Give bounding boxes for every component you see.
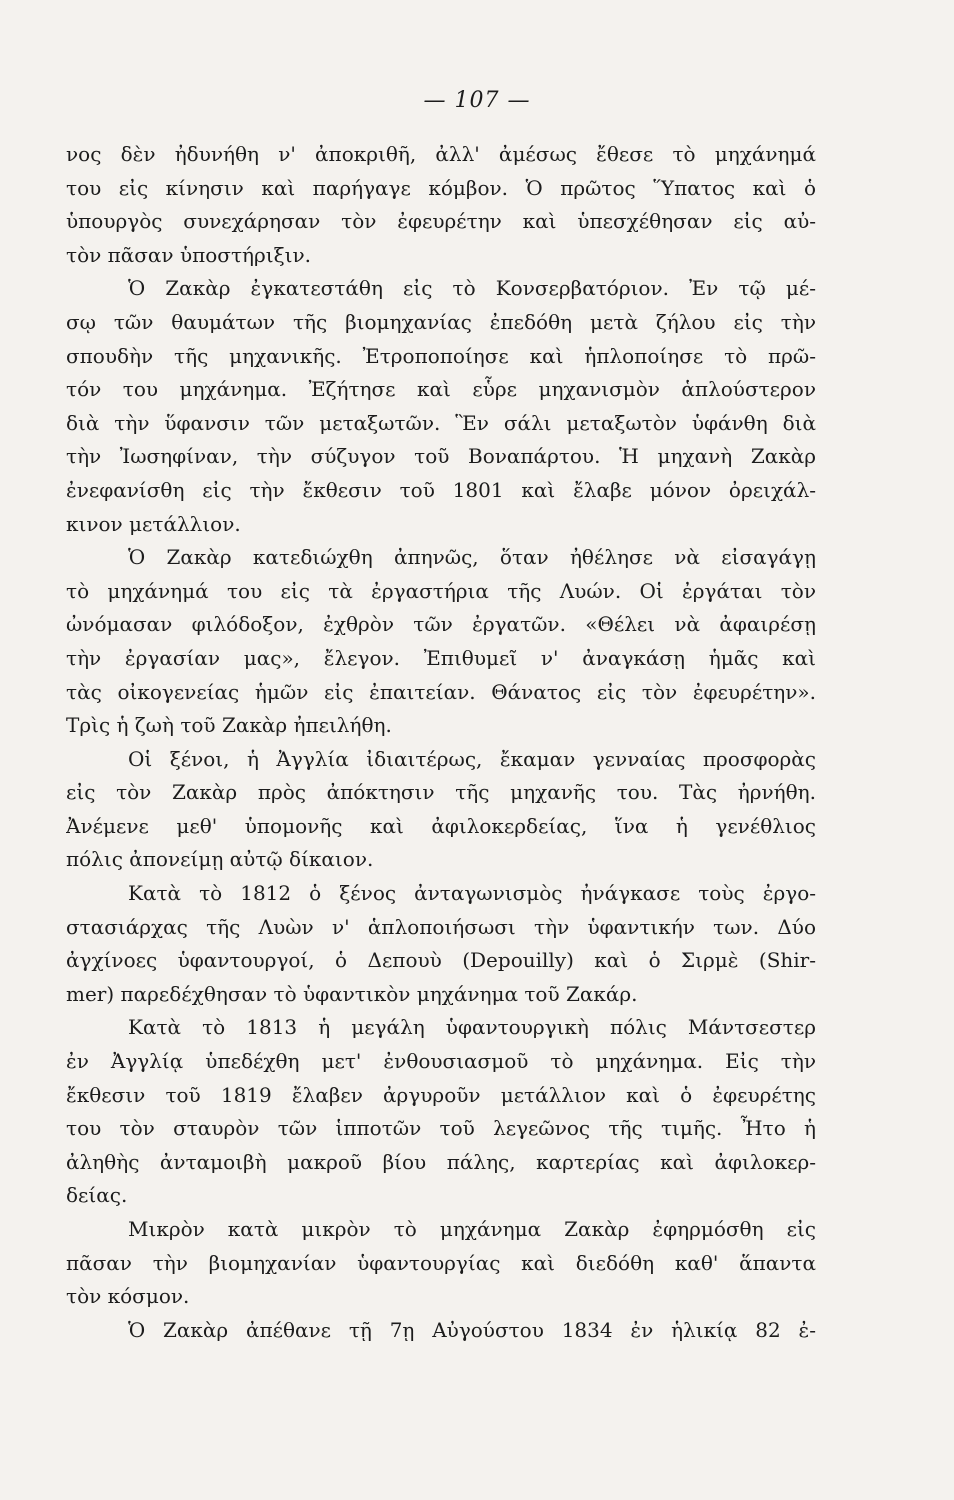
text-line: ἐν Ἀγγλίᾳ ὑπεδέχθη μετ' ἐνθουσιασμοῦ τὸ μηχάνημα. Εἰς τὴν (66, 1049, 816, 1074)
text-line: ἔκθεσιν τοῦ 1819 ἔλαβεν ἀργυροῦν μετάλλιον καὶ ὁ ἐφευρέτης (66, 1082, 816, 1107)
text-line: τὸ μηχάνημά του εἰς τὰ ἐργαστήρια τῆς Λυών. Οἱ ἐργάται τὸν (66, 578, 816, 603)
text-line: Ὁ Ζακὰρ κατεδιώχθη ἀπηνῶς, ὅταν ἠθέλησε νὰ εἰσαγάγῃ (128, 545, 816, 570)
text-line: πόλις ἀπονείμῃ αὐτῷ δίκαιον. (66, 847, 374, 872)
text-line: πᾶσαν τὴν βιομηχανίαν ὑφαντουργίας καὶ διεδόθη καθ' ἅπαντα (66, 1250, 816, 1275)
text-line: Ὁ Ζακὰρ ἀπέθανε τῇ 7ῃ Αὐγούστου 1834 ἐν ἡλικίᾳ 82 ἐ- (128, 1317, 816, 1342)
text-line: Κατὰ τὸ 1813 ἡ μεγάλη ὑφαντουργικὴ πόλις Μάντσεστερ (128, 1015, 816, 1040)
text-line: δείας. (66, 1183, 128, 1208)
text-line: Κατὰ τὸ 1812 ὁ ξένος ἀνταγωνισμὸς ἠνάγκασε τοὺς ἐργο- (128, 881, 816, 906)
text-line: τὰς οἰκογενείας ἡμῶν εἰς ἐπαιτείαν. Θάνατος εἰς τὸν ἐφευρέτην». (66, 679, 816, 704)
body-text (66, 138, 816, 1347)
text-line: τὴν Ἰωσηφίναν, τὴν σύζυγον τοῦ Βοναπάρτου. Ἡ μηχανὴ Ζακὰρ (66, 444, 816, 469)
text-line: mer) παρεδέχθησαν τὸ ὑφαντικὸν μηχάνημα τοῦ Ζακάρ. (66, 981, 638, 1006)
text-line: εἰς τὸν Ζακὰρ πρὸς ἀπόκτησιν τῆς μηχανῆς του. Τὰς ἠρνήθη. (66, 780, 816, 805)
text-line: σῳ τῶν θαυμάτων τῆς βιομηχανίας ἐπεδόθη μετὰ ζήλου εἰς τὴν (66, 309, 816, 334)
text-line: τόν του μηχάνημα. Ἐζήτησε καὶ εὗρε μηχανισμὸν ἁπλούστερον (66, 377, 816, 402)
text-line: Μικρὸν κατὰ μικρὸν τὸ μηχάνημα Ζακὰρ ἐφηρμόσθη εἰς (128, 1217, 816, 1241)
text-line: Ἀνέμενε μεθ' ὑπομονῆς καὶ ἀφιλοκερδείας, ἵνα ἡ γενέθλιος (66, 813, 816, 838)
text-line: τὸν πᾶσαν ὑποστήριξιν. (66, 242, 311, 267)
text-line: του τὸν σταυρὸν τῶν ἱπποτῶν τοῦ λεγεῶνος τῆς τιμῆς. Ἦτο ἡ (66, 1116, 816, 1141)
text-line: τὸν κόσμον. (66, 1284, 190, 1309)
text-line: ὑπουργὸς συνεχάρησαν τὸν ἐφευρέτην καὶ ὑπεσχέθησαν εἰς αὐ- (66, 209, 816, 234)
text-line: Τρὶς ἡ ζωὴ τοῦ Ζακὰρ ἠπειλήθη. (66, 713, 392, 738)
text-line: ἀληθὴς ἀνταμοιβὴ μακροῦ βίου πάλης, καρτερίας καὶ ἀφιλοκερ- (66, 1149, 816, 1174)
text-line: ὠνόμασαν φιλόδοξον, ἐχθρὸν τῶν ἐργατῶν. «Θέλει νὰ ἀφαιρέσῃ (66, 612, 816, 637)
text-line: ἐνεφανίσθη εἰς τὴν ἔκθεσιν τοῦ 1801 καὶ ἔλαβε μόνον ὀρειχάλ- (66, 477, 816, 502)
text-line: Οἱ ξένοι, ἡ Ἀγγλία ἰδιαιτέρως, ἔκαμαν γενναίας προσφορὰς (128, 746, 816, 771)
text-line: Ὁ Ζακὰρ ἐγκατεστάθη εἰς τὸ Κονσερβατόριον. Ἐν τῷ μέ- (128, 276, 816, 301)
text-line: διὰ τὴν ὕφανσιν τῶν μεταξωτῶν. Ἓν σάλι μεταξωτὸν ὑφάνθη διὰ (66, 410, 816, 435)
text-line: νος δὲν ἠδυνήθη ν' ἀποκριθῆ, ἀλλ' ἀμέσως ἔθεσε τὸ μηχάνημά (66, 142, 816, 166)
text-line: του εἰς κίνησιν καὶ παρήγαγε κόμβον. Ὁ πρῶτος Ὕπατος καὶ ὁ (66, 175, 816, 200)
text-line: κινον μετάλλιον. (66, 511, 241, 536)
text-line: στασιάρχας τῆς Λυὼν ν' ἁπλοποιήσωσι τὴν ὑφαντικήν των. Δύο (66, 914, 816, 939)
page-number: — 107 — (423, 88, 531, 113)
text-line: ἀγχίνοες ὑφαντουργοί, ὁ Δεπουὺ (Depouilly) καὶ ὁ Σιρμὲ (Shir- (66, 948, 816, 973)
text-line: τὴν ἐργασίαν μας», ἔλεγον. Ἐπιθυμεῖ ν' ἀναγκάσῃ ἡμᾶς καὶ (66, 645, 816, 670)
text-line: σπουδὴν τῆς μηχανικῆς. Ἐτροποποίησε καὶ ἡπλοποίησε τὸ πρῶ- (66, 343, 816, 368)
